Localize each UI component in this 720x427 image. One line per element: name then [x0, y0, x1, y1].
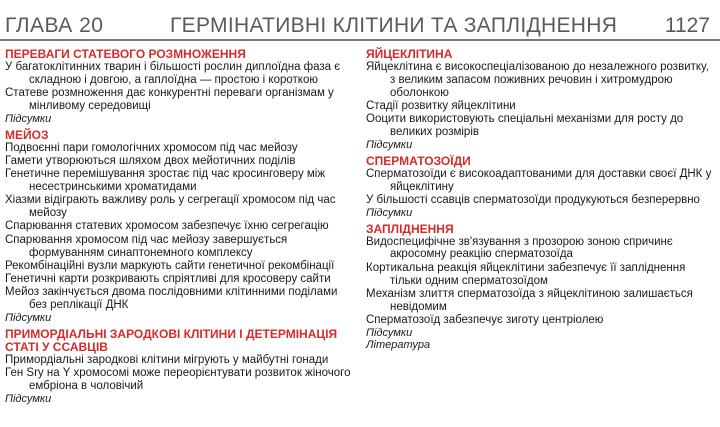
section-heading[interactable]: СПЕРМАТОЗОЇДИ: [366, 153, 471, 168]
section: [366, 223, 712, 351]
section-heading[interactable]: ЯЙЦЕКЛІТИНА: [366, 47, 453, 61]
contents-entry[interactable]: Спарювання хромосом під час мейозу завершується формуванням синаптонемного комплексу: [5, 233, 288, 259]
references-entry[interactable]: Література: [366, 338, 431, 351]
page-header: [0, 0, 720, 40]
contents-entry[interactable]: У більшості ссавців сперматозоїди продукуються безперервно: [366, 193, 700, 206]
contents-entry[interactable]: Рекомбінаційні вузли маркують сайти генетичної рекомбінації: [5, 259, 335, 272]
contents-entry[interactable]: Сперматозоїди є високоадаптованими для доставки своєї ДНК у яйцеклітину: [366, 167, 712, 193]
chapter-label: ГЛАВА 20: [5, 14, 104, 37]
contents-entry[interactable]: Генетичне перемішування зростає під час кросинговеру між несестринськими хроматидами: [5, 168, 326, 194]
section: [5, 328, 357, 405]
contents-entry[interactable]: Ген Sry на Y хромосомі може переорієнтувати розвиток жіночого ембріона в чоловічий: [5, 367, 351, 393]
contents-entry[interactable]: Ооцити використовують спеціальні механізми для росту до великих розмірів: [366, 113, 684, 138]
contents-entry[interactable]: Статеве розмноження дає конкурентні переваги організмам у мінливому середовищі: [5, 87, 334, 112]
contents-left-column: [5, 48, 357, 409]
section-heading[interactable]: ПЕРЕВАГИ СТАТЕВОГО РОЗМНОЖЕННЯ: [5, 47, 246, 61]
summary-entry[interactable]: Підсумки: [5, 392, 52, 405]
contents-entry[interactable]: Спарювання статевих хромосом забезпечує їхню сегрегацію: [5, 220, 329, 233]
summary-entry[interactable]: Підсумки: [366, 206, 413, 219]
contents-entry[interactable]: Мейоз закінчується двома послідовними клітинними поділами без реплікації ДНК: [5, 286, 338, 312]
contents-entry[interactable]: Сперматозоїд забезпечує зиготу центріолею: [366, 313, 604, 326]
section: [5, 48, 357, 125]
contents-entry[interactable]: Генетичні карти розкривають спріятливі для кросоверу сайти: [5, 273, 331, 286]
header-rule: [0, 39, 720, 41]
contents-entry[interactable]: Кортикальна реакція яйцеклітини забезпечує її запліднення тільки одним сперматозоїдом: [366, 261, 686, 287]
chapter-title: ГЕРМІНАТИВНІ КЛІТИНИ ТА ЗАПЛІДНЕННЯ: [170, 14, 618, 37]
summary-entry[interactable]: Підсумки: [5, 312, 52, 325]
contents-entry[interactable]: Гамети утворюються шляхом двох мейотичних поділів: [5, 154, 296, 167]
contents-entry[interactable]: Стадії розвитку яйцеклітини: [366, 99, 516, 112]
contents-entry[interactable]: У багатоклітинних тварин і більшості рослин диплоїдна фаза є складною і довгою, а гаплоїдна — простою і короткою: [5, 61, 341, 86]
section: [5, 129, 357, 324]
contents-entry[interactable]: Механізм злиття сперматозоїда з яйцеклітиною залишається невідомим: [366, 287, 693, 313]
contents-right-column: [366, 48, 712, 355]
section-heading[interactable]: МЕЙОЗ: [5, 127, 49, 142]
summary-entry[interactable]: Підсумки: [5, 112, 52, 125]
summary-entry[interactable]: Підсумки: [366, 326, 413, 339]
contents-entry[interactable]: Видоспецифічне зв'язування з прозорою зоною спричинє акросомну реакцію сперматозоїда: [366, 235, 673, 261]
page-number: 1127: [664, 14, 710, 37]
section-heading[interactable]: ЗАПЛІДНЕННЯ: [366, 221, 454, 236]
section-heading[interactable]: ПРИМОРДІАЛЬНІ ЗАРОДКОВІ КЛІТИНИ І ДЕТЕРМІНАЦІЯ СТАТІ У ССАВЦІВ: [5, 327, 338, 355]
contents-entry[interactable]: Примордіальні зародкові клітини мігрують у майбутні гонади: [5, 354, 329, 367]
section: [366, 155, 712, 219]
contents-entry[interactable]: Подвоєнні пари гомологічних хромосом під час мейозу: [5, 141, 298, 154]
contents-entry[interactable]: Хіазми відіграють важливу роль у сегрегації хромосом під час мейозу: [5, 194, 336, 220]
contents-entry[interactable]: Яйцеклітина є високоспеціалізованою до незалежного розвитку, з великим запасом поживних речовин і хитромудрою оболонкою: [366, 61, 709, 99]
section: [366, 48, 712, 151]
summary-entry[interactable]: Підсумки: [366, 138, 413, 151]
